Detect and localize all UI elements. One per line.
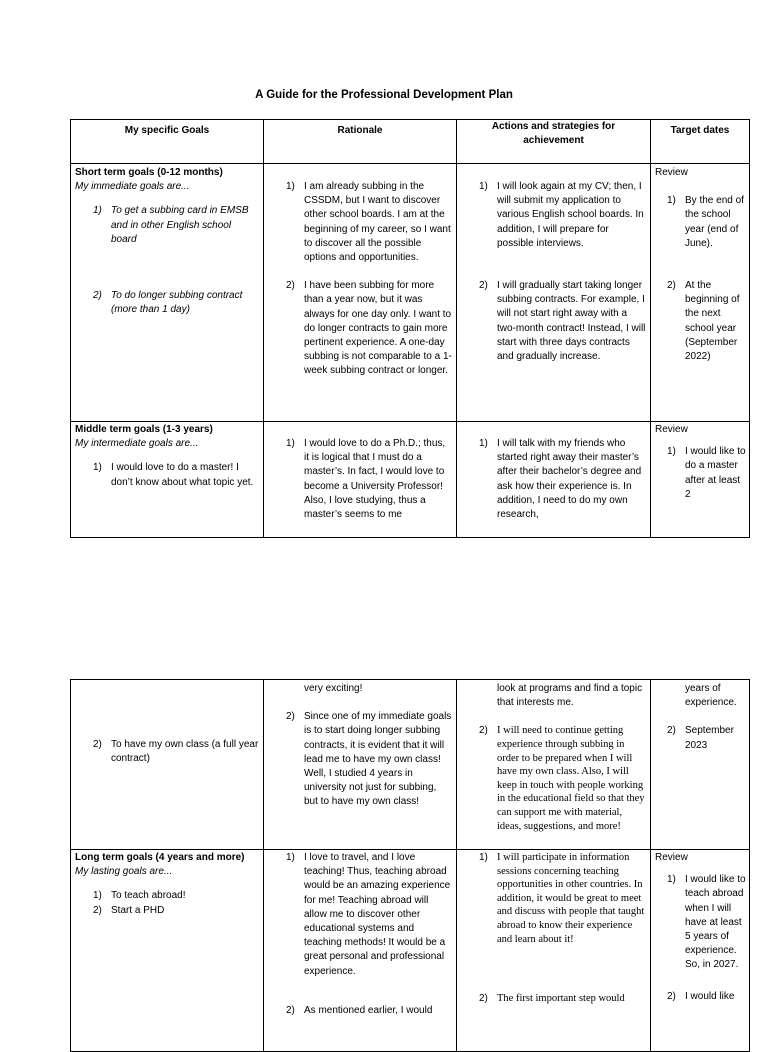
long-rationale-1: 1) I love to travel, and I love teaching! Thus, teaching abroad would be an amazing experience for me! Teaching abroad will allow me to discover other educational systems and teaching methods! It would be a great personal and professional experience. xyxy=(286,852,451,977)
middle-rationale-1-continued: very exciting! xyxy=(304,683,363,694)
long-date-1: 1) I would like to teach abroad when I will have at least 5 years of experience. So, in 2027. xyxy=(667,874,746,971)
short-rationale-1: 1) I am already subbing in the CSSDM, but I want to discover other school boards. I am at the beginning of my career, so I want to discover all the possible options and opportunities. xyxy=(286,181,451,264)
short-goal-1: 1) To get a subbing card in EMSB and in other English school board xyxy=(93,205,249,245)
short-date-2: 2) At the beginning of the next school year (September 2022) xyxy=(667,280,740,363)
middle-date-2: 2) September 2023 xyxy=(667,725,734,751)
long-term-row xyxy=(71,850,750,1052)
header-rationale: Rationale xyxy=(264,120,457,164)
middle-action-1-continued: look at programs and find a topic that interests me. xyxy=(497,683,643,709)
middle-goal-2: 2) To have my own class (a full year contract) xyxy=(93,739,259,765)
middle-action-2: 2) I will need to continue getting experience through subbing in order to be prepared when I will have my own class. Also, I will keep in touch with people working in the educational field so that they can support me with material, ideas, suggestions, and more! xyxy=(479,725,645,832)
middle-action-1: 1) I will talk with my friends who started right away their master’s after their bachelor’s degree and ask how their experience is. In addition, I need to do my own research, xyxy=(479,438,642,521)
middle-term-subheading: My intermediate goals are... xyxy=(75,438,199,450)
middle-review-label: Review xyxy=(655,424,688,435)
long-rationale-2: 2) As mentioned earlier, I would xyxy=(286,1004,433,1016)
short-goal-2: 2) To do longer subbing contract (more than 1 day) xyxy=(93,290,243,316)
long-term-heading: Long term goals (4 years and more) xyxy=(75,852,245,863)
header-actions: Actions and strategies for achievement xyxy=(457,120,651,164)
short-action-2: 2) I will gradually start taking longer subbing contracts. For example, I will not start right away with a two-month contract! Instead, I will start with three days contracts and gradually increase. xyxy=(479,280,646,363)
middle-rationale-2: 2) Since one of my immediate goals is to start doing longer subbing contracts, it is evident that it will lead me to have my own class! Well, I studied 4 years in university not just for subbing, but to have my own class! xyxy=(286,711,452,808)
short-term-heading: Short term goals (0-12 months) xyxy=(75,167,223,178)
long-action-1: 1) I will participate in information sessions concerning teaching opportunities in other countries. In addition, it would be great to meet and discuss with people that taught abroad to know their experience and learn about it! xyxy=(479,852,645,945)
middle-date-1-continued: years of experience. xyxy=(685,683,737,709)
short-date-1: 1) By the end of the school year (end of June). xyxy=(667,195,744,249)
header-goals: My specific Goals xyxy=(71,120,264,164)
long-goal-1: 1) To teach abroad! xyxy=(93,890,186,902)
middle-term-heading: Middle term goals (1-3 years) xyxy=(75,424,213,435)
development-plan-table-page-2 xyxy=(70,679,750,1052)
short-review-label: Review xyxy=(655,167,688,178)
long-action-2: 2) The first important step would xyxy=(479,993,625,1005)
long-term-subheading: My lasting goals are... xyxy=(75,866,173,878)
long-review-label: Review xyxy=(655,852,688,863)
middle-rationale-1: 1) I would love to do a Ph.D.; thus, it is logical that I must do a master’s. In fact, I would love to become a University Professor! Also, I love studying, thus a master’s seems to me xyxy=(286,438,446,521)
long-date-2: 2) I would like xyxy=(667,990,735,1002)
middle-term-row xyxy=(71,422,750,538)
header-target-dates: Target dates xyxy=(651,120,750,164)
short-term-row xyxy=(71,164,750,422)
development-plan-table-page-1 xyxy=(70,119,750,538)
short-rationale-2: 2) I have been subbing for more than a year now, but it was always for one day only. I want to do longer contracts to gain more pertinent experience. A one-day subbing is not comparable to a 1-week subbing contract or longer. xyxy=(286,280,452,377)
short-term-subheading: My immediate goals are... xyxy=(75,181,190,193)
short-action-1: 1) I will look again at my CV; then, I will submit my application to various English school boards. In addition, I will prepare for possible interviews. xyxy=(479,181,644,249)
middle-date-1: 1) I would like to do a master after at least 2 xyxy=(667,446,746,500)
long-goal-2: 2) Start a PHD xyxy=(93,904,165,916)
middle-term-continued-row xyxy=(71,680,750,850)
document-title: A Guide for the Professional Development Plan xyxy=(255,89,513,101)
middle-goal-1: 1) I would love to do a master! I don’t know about what topic yet. xyxy=(93,462,254,488)
